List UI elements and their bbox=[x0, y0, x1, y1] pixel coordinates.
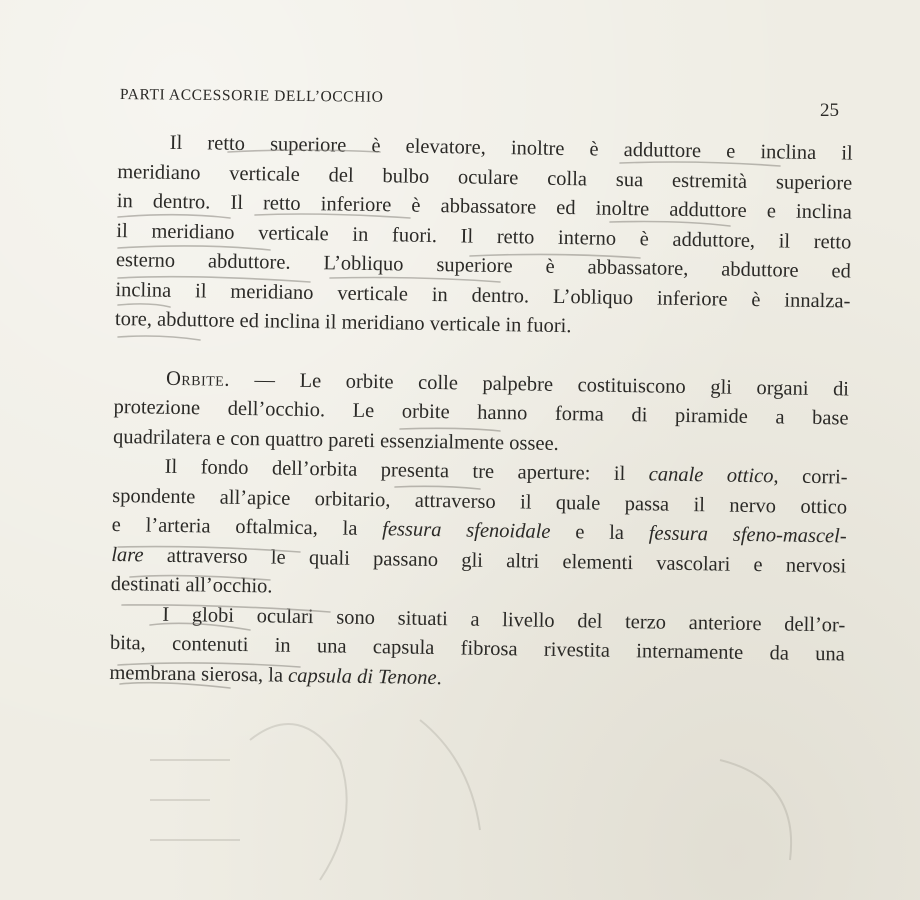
text-run: attraverso le quali passano gli altri elementi vascolari e nervosi bbox=[143, 543, 847, 577]
text-run: , corri- bbox=[773, 465, 848, 489]
text-line: meridiano verticale del bulbo oculare colla sua estremità superiore bbox=[117, 160, 853, 195]
text-run: Il fondo dell’orbita presenta tre aperture: il bbox=[164, 455, 649, 486]
running-head: PARTI ACCESSORIE DELL’OCCHIO bbox=[119, 86, 384, 106]
text-line: protezione dell’occhio. Le orbite hanno forma di piramide a base bbox=[113, 395, 849, 430]
text-run: e la bbox=[550, 520, 649, 545]
text-run: membrana sierosa, la bbox=[109, 661, 289, 687]
text-line: esterno abduttore. L’obliquo superiore è abbassatore, abduttore ed bbox=[115, 248, 852, 283]
italic-term: fessura sfenoidale bbox=[382, 518, 551, 543]
text-line: Il retto superiore è elevatore, inoltre è adduttore e inclina il bbox=[169, 131, 853, 165]
italic-term: lare bbox=[111, 543, 144, 566]
text-line: destinati all’occhio. bbox=[110, 572, 273, 598]
text-line: tore, abduttore ed inclina il meridiano verticale in fuori. bbox=[114, 307, 572, 338]
text-run: — Le orbite colle palpebre costituiscono gli organi di bbox=[229, 368, 850, 401]
text-line: I globi oculari sono situati a livello del terzo anteriore dell’or- bbox=[162, 603, 846, 636]
text-run: . bbox=[436, 666, 442, 689]
text-line: inclina il meridiano verticale in dentro. L’obliquo inferiore è innalza- bbox=[115, 278, 851, 313]
italic-term: capsula di Tenone bbox=[287, 664, 437, 689]
text-line: quadrilatera e con quattro pareti essenzialmente ossee. bbox=[112, 425, 559, 455]
text-line: spondente all’apice orbitario, attraverso il quale passa il nervo ottico bbox=[112, 484, 848, 518]
italic-term: fessura sfeno-mascel- bbox=[648, 522, 847, 548]
section-heading: Orbite. bbox=[165, 367, 231, 391]
page-number: 25 bbox=[820, 100, 839, 121]
italic-term: canale ottico bbox=[648, 463, 774, 488]
text-run: e l’arteria oftalmica, la bbox=[111, 513, 383, 541]
text-line: in dentro. Il retto inferiore è abbassatore ed inoltre adduttore e inclina bbox=[116, 189, 852, 224]
body-text bbox=[109, 128, 858, 700]
text-line: il meridiano verticale in fuori. Il retto interno è adduttore, il retto bbox=[116, 219, 852, 254]
text-line: bita, contenuti in una capsula fibrosa rivestita internamente da una bbox=[109, 631, 845, 666]
